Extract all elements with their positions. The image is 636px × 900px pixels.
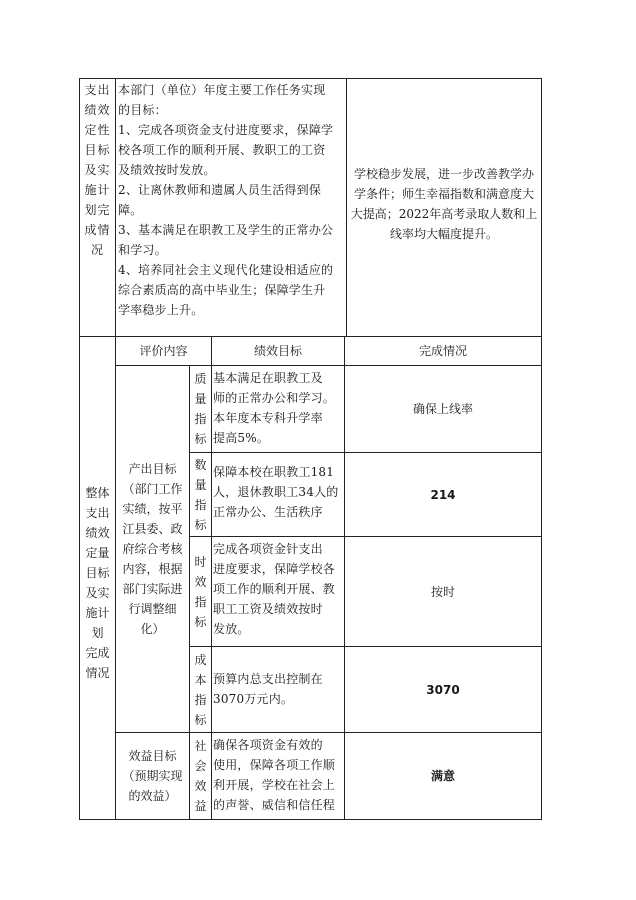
header-completion: 完成情况	[418, 344, 467, 358]
target-quality: 基本满足在职教工及 师的正常办公和学习。 本年度本专科升学率 提高5%。	[213, 371, 336, 445]
completion-quality: 确保上线率	[412, 402, 473, 416]
indicator-quantity: 数 量 指 标	[194, 457, 207, 532]
target-social-benefit: 确保各项资金有效的 使用，保障各项工作顺 利开展，学校在社会上 的声誉、威信和信任程	[213, 738, 336, 812]
table-border-bottom	[79, 819, 542, 820]
output-target-label: 产出目标 （部门工作 实绩，按平 江县委、政 府综合考核 内容，根据 部门实际进 行调整细 化）	[122, 462, 183, 636]
indicator-social-benefit: 社 会 效 益	[194, 739, 207, 813]
benefit-target-label: 效益目标 （预期实现 的效益）	[122, 749, 183, 803]
target-quantity: 保障本校在职教工181 人，退休教职工34人的 正常办公、生活秩序	[213, 465, 339, 519]
completion-timeliness: 按时	[430, 584, 455, 599]
header-target: 绩效目标	[253, 344, 302, 358]
table-border-right	[541, 78, 542, 820]
completion-quantity: 214	[430, 487, 456, 502]
indicator-timeliness: 时 效 指 标	[194, 554, 207, 629]
indicator-quality: 质 量 指 标	[194, 372, 207, 446]
target-timeliness: 完成各项资金针支出 进度要求，保障学校各 项工作的顺利开展、教 职工工资及绩效按时 发放。	[213, 542, 336, 636]
indicator-cost: 成 本 指 标	[194, 652, 207, 727]
completion-social-benefit: 满意	[430, 769, 455, 783]
s1-label: 支出 绩效 定性 目标 及实 施计 划完 成情 况	[84, 83, 111, 257]
target-cost: 预算内总支出控制在 3070万元内。	[213, 672, 323, 706]
s2-label: 整体 支出 绩效 定量 目标 及实 施计 划 完成 情况	[85, 486, 110, 680]
s1-goals: 本部门（单位）年度主要工作任务实现 的目标： 1、完成各项资金支付进度要求，保障学 校各项工作的顺利开展、教职工的工资 及绩效按时发放。 2、让离休教师和遗属人员生活得到保 障。 3、基本满足在职教工及学生的正常办公 和学习。 4、培养同社会主义现代化建设相适应的 综合素质高的高中毕业生；保障学生升 学率稳步上升。	[118, 83, 334, 317]
s1-completion: 学校稳步发展，进一步改善教学办 学条件；师生幸福指数和满意度大 大提高；2022年高考录取人数和上 线率均大幅度提升。	[350, 167, 538, 241]
header-eval: 评价内容	[139, 344, 188, 358]
table-border-top	[79, 78, 542, 79]
s1-divider-1	[115, 78, 116, 336]
completion-cost: 3070	[426, 682, 460, 697]
s2-divider-target	[211, 336, 212, 820]
